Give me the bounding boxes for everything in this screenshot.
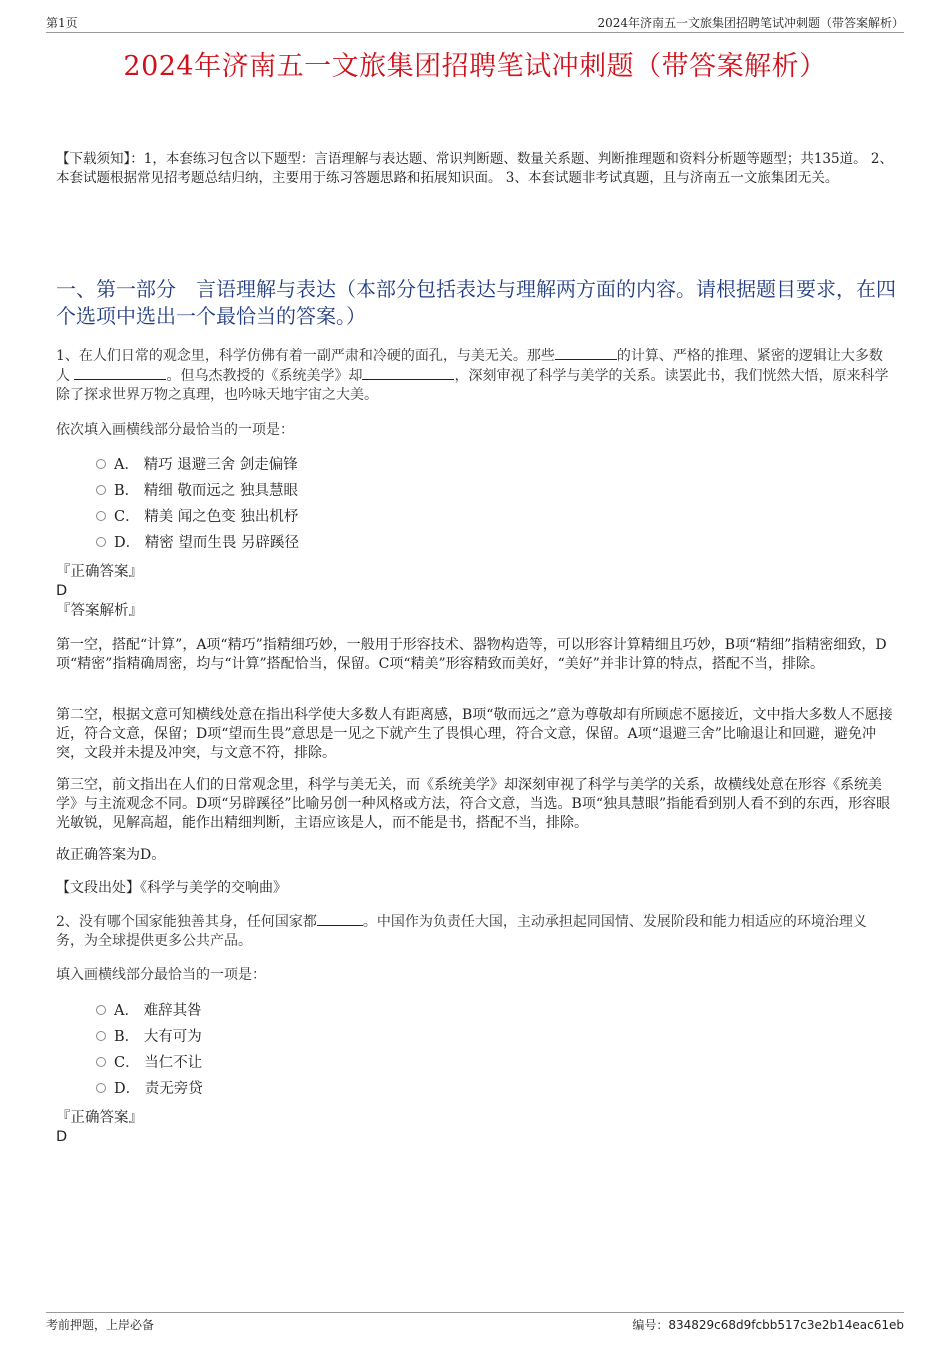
q1-answer-label: 『正确答案』 [56, 564, 143, 580]
radio-icon[interactable] [96, 537, 106, 547]
q1-option-c[interactable]: C． 精美 闻之色变 独出机杼 [96, 506, 298, 528]
q1-analysis-3: 第三空，前文指出在人们的日常观念里，科学与美无关，而《系统美学》却深刻审视了科学与美学的关系，故横线处意在形容《系统美学》与主流观念不同。D项“另辟蹊径”比喻另创一种风格或方法，符合文意，当选。B项“独具慧眼”指能看到别人看不到的东西，形容眼光敏锐，见解高超，能作出精细判断，主语应该是人，而不能是书，搭配不当，排除。 [56, 777, 891, 831]
radio-icon[interactable] [96, 1083, 106, 1093]
q2-answer: D [56, 1129, 68, 1145]
q1-analysis-2: 第二空，根据文意可知横线处意在指出科学使大多数人有距离感，B项“敬而远之”意为尊敬却有所顾虑不愿接近，文中指大多数人不愿接近，符合文意，保留；D项“望而生畏”意思是一见之下就产生了畏惧心理，符合文意，保留。A项“退避三舍”比喻退让和回避，避免冲突，文段并未提及冲突，与文意不符，排除。 [56, 707, 893, 761]
radio-icon[interactable] [96, 459, 106, 469]
question-1-stem: 1、在人们日常的观念里，科学仿佛有着一副严肃和冷硬的面孔，与美无关。那些 的计算、严格的推理、紧密的逻辑让大多数人 。但乌杰教授的《系统美学》却 ，深刻审视了科学与美学的关系。读罢此书，我们恍然大悟，原来科学除了探求世界万物之真理，也吟咏天地宇宙之大美。 [56, 348, 889, 403]
q2-option-b[interactable]: B． 大有可为 [96, 1026, 202, 1048]
footer-serial: 编号：834829c68d9fcbb517c3e2b14eac61eb [632, 1318, 904, 1332]
fill-blank [362, 366, 454, 380]
q1-conclusion: 故正确答案为D。 [56, 847, 166, 863]
fill-blank [74, 366, 166, 380]
radio-icon[interactable] [96, 1057, 106, 1067]
q2-option-d[interactable]: D． 责无旁贷 [96, 1078, 203, 1100]
q1-analysis-1: 第一空，搭配“计算”，A项“精巧”指精细巧妙，一般用于形容技术、器物构造等，可以形容计算精细且巧妙，B项“精细”指精密细致，D项“精密”指精确周密，均与“计算”搭配恰当，保留。C项“精美”形容精致而美好，“美好”并非计算的特点，搭配不当，排除。 [56, 637, 887, 672]
q2-answer-label: 『正确答案』 [56, 1110, 143, 1126]
radio-icon[interactable] [96, 1005, 106, 1015]
q2-option-a[interactable]: A． 难辞其咎 [96, 1000, 202, 1022]
header-doc-title: 2024年济南五一文旅集团招聘笔试冲刺题（带答案解析） [597, 16, 904, 30]
radio-icon[interactable] [96, 485, 106, 495]
q1-answer: D [56, 583, 68, 599]
page-footer [46, 1312, 904, 1332]
q1-analysis-label: 『答案解析』 [56, 603, 143, 619]
page-title: 2024年济南五一文旅集团招聘笔试冲刺题（带答案解析） [123, 51, 827, 82]
radio-icon[interactable] [96, 1031, 106, 1041]
section-heading: 一、第一部分 言语理解与表达（本部分包括表达与理解两方面的内容。请根据题目要求，在四个选项中选出一个最恰当的答案。） [56, 277, 896, 328]
fill-blank [555, 346, 617, 360]
page-number: 第1页 [46, 16, 78, 30]
q1-source: 【文段出处】《科学与美学的交响曲》 [56, 880, 287, 896]
q1-option-b[interactable]: B． 精细 敬而远之 独具慧眼 [96, 480, 298, 502]
fill-blank [317, 912, 363, 926]
question-2-prompt: 填入画横线部分最恰当的一项是： [56, 967, 266, 983]
question-1-prompt: 依次填入画横线部分最恰当的一项是： [56, 422, 294, 438]
question-2-stem: 2、没有哪个国家能独善其身，任何国家都 。中国作为负责任大国，主动承担起同国情、发展阶段和能力相适应的环境治理义务，为全球提供更多公共产品。 [56, 914, 867, 949]
download-notice: 【下载须知】：1，本套练习包含以下题型：言语理解与表达题、常识判断题、数量关系题、判断推理题和资料分析题等题型；共135道。 2、本套试题根据常见招考题总结归纳，主要用于练习答题思路和拓展知识面。 3、本套试题非考试真题，且与济南五一文旅集团无关。 [56, 151, 893, 186]
q2-option-c[interactable]: C． 当仁不让 [96, 1052, 202, 1074]
q1-option-a[interactable]: A． 精巧 退避三舍 剑走偏锋 [96, 454, 298, 476]
radio-icon[interactable] [96, 511, 106, 521]
footer-slogan: 考前押题，上岸必备 [46, 1318, 155, 1332]
q1-option-d[interactable]: D． 精密 望而生畏 另辟蹊径 [96, 532, 299, 554]
page-header [46, 14, 904, 33]
